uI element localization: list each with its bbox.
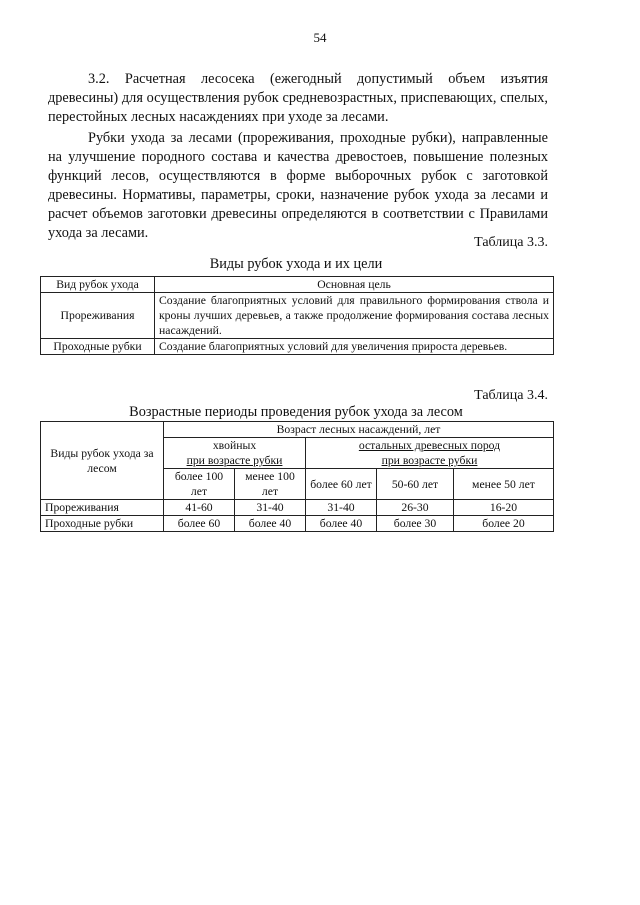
value-cell: 16-20 [453, 500, 553, 516]
header-conifer-cell [164, 438, 306, 469]
value-cell: 26-30 [377, 500, 454, 516]
value-cell: более 60 [164, 516, 235, 532]
table-header-row [41, 422, 554, 438]
row-type-cell: Прореживания [41, 500, 164, 516]
sub-header-cell: более 100 лет [164, 469, 235, 500]
sub-header-cell: более 60 лет [306, 469, 377, 500]
table-3-4-title: Возрастные периоды проведения рубок ухода за лесом [129, 404, 463, 420]
header-age-cell: Возраст лесных насаждений, лет [164, 422, 554, 438]
table-3-4-label: Таблица 3.4. [474, 388, 548, 403]
value-cell: 41-60 [164, 500, 235, 516]
page-number: 54 [313, 30, 327, 45]
header-cell: Основная цель [155, 277, 554, 293]
sub-header-cell: менее 50 лет [453, 469, 553, 500]
header-other-cell [306, 438, 554, 469]
value-cell: более 30 [377, 516, 454, 532]
row-type-cell: Прореживания [41, 293, 155, 339]
table-row [41, 516, 554, 532]
sub-header-cell: 50-60 лет [377, 469, 454, 500]
table-3-3-label: Таблица 3.3. [474, 235, 548, 250]
table-row [41, 500, 554, 516]
table-3-3 [40, 276, 554, 355]
row-goal-cell: Создание благоприятных условий для правильного формирования ствола и кроны лучших деревьев, а также продолжение формирования состава лесных насаждений. [155, 293, 554, 339]
header-type-cell: Виды рубок ухода за лесом [41, 422, 164, 500]
value-cell: более 20 [453, 516, 553, 532]
row-goal-cell: Создание благоприятных условий для увеличения прироста деревьев. [155, 339, 554, 355]
value-cell: 31-40 [306, 500, 377, 516]
sub-header-cell: менее 100 лет [235, 469, 306, 500]
value-cell: 31-40 [235, 500, 306, 516]
table-row [41, 293, 554, 339]
value-cell: более 40 [235, 516, 306, 532]
other-sub-label: при возрасте рубки [381, 454, 478, 467]
table-3-4 [40, 421, 554, 532]
conifer-label: хвойных [212, 439, 257, 452]
header-cell: Вид рубок ухода [41, 277, 155, 293]
table-row [41, 339, 554, 355]
paragraph-thinning: Рубки ухода за лесами (прореживания, проходные рубки), направленные на улучшение породного состава и качества древостоев, повышение полезных функций лесов, осуществляются в форме выборочных рубок с заготовкой древесины. Нормативы, параметры, сроки, назначение рубок ухода за лесами и расчет объемов заготовки древесины определяются в соответствии с Правилами ухода за лесами. [48, 130, 548, 241]
table-3-3-title: Виды рубок ухода и их цели [209, 256, 383, 272]
row-type-cell: Проходные рубки [41, 516, 164, 532]
value-cell: более 40 [306, 516, 377, 532]
table-header-row [41, 277, 554, 293]
other-label: остальных древесных пород [358, 439, 501, 452]
row-type-cell: Проходные рубки [41, 339, 155, 355]
paragraph-3-2: 3.2. Расчетная лесосека (ежегодный допустимый объем изъятия древесины) для осуществления рубок средневозрастных, приспевающих, спелых, перестойных лесных насаждениях при уходе за лесами. [48, 71, 548, 125]
conifer-sub-label: при возрасте рубки [186, 454, 283, 467]
